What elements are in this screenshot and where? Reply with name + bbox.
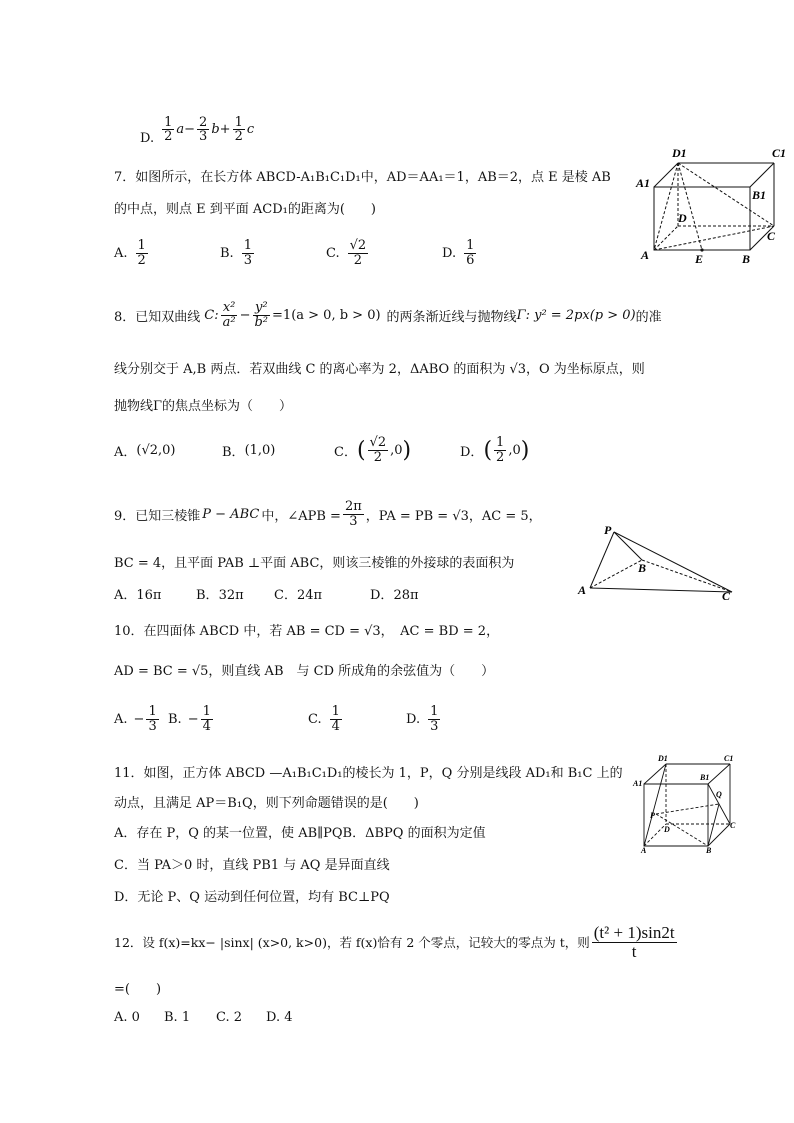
q10-b-sign: − bbox=[187, 711, 199, 727]
q10-c-frac bbox=[330, 705, 342, 733]
q9-label-c: C bbox=[722, 589, 731, 602]
q6-frac-2-num: 2 bbox=[199, 114, 208, 130]
q8-option-b-value: (1,0) bbox=[244, 442, 276, 458]
q12-option-b bbox=[164, 1010, 190, 1025]
q7-front-face bbox=[654, 187, 750, 250]
q7-option-a-frac bbox=[136, 239, 148, 267]
q8-option-a-label: A． bbox=[114, 444, 137, 460]
q7-option-b-label: B. bbox=[220, 245, 234, 261]
q10-c-den: 4 bbox=[331, 718, 340, 734]
q12-d-label: D. bbox=[266, 1010, 281, 1025]
q9-c-value: 24π bbox=[296, 588, 323, 603]
q9-option-c bbox=[274, 584, 322, 603]
q8-c-num: √2 bbox=[369, 434, 387, 450]
q9-option-b bbox=[196, 584, 244, 603]
q9-b-value: 32π bbox=[218, 588, 244, 603]
q7-label-b1: B1 bbox=[752, 188, 767, 202]
q9-option-d bbox=[370, 584, 419, 603]
q9-prefix: 9．已知三棱锥 bbox=[114, 508, 201, 524]
q9-c-label: C． bbox=[274, 588, 297, 603]
q7-option-d-label: D. bbox=[442, 245, 457, 261]
q7-option-b-frac bbox=[242, 239, 254, 267]
q11-label-d: D bbox=[664, 825, 670, 834]
q6-option-d-expression bbox=[160, 116, 254, 144]
q7-line-1: 7．如图所示，在长方体 ABCD-A₁B₁C₁D₁中，AD＝AA₁＝1，AB＝2，点 E 是棱 AB bbox=[114, 170, 611, 185]
q6-op-1: − bbox=[184, 122, 196, 138]
q9-angle-num: 2π bbox=[344, 498, 362, 514]
q11-option-c: C．当 PA＞0 时，直线 PB1 与 AQ 是异面直线 bbox=[114, 858, 390, 873]
q6-frac-1-den: 2 bbox=[164, 129, 173, 145]
q7-cuboid-figure bbox=[632, 145, 792, 267]
q8-option-b-label: B． bbox=[222, 444, 245, 460]
q8-hyper-frac-2 bbox=[252, 301, 270, 329]
q7-a-num: 1 bbox=[137, 237, 146, 253]
q8-prefix: 8．已知双曲线 bbox=[114, 309, 201, 325]
q7-label-e: E bbox=[695, 252, 704, 266]
q9-pyramid-figure bbox=[574, 522, 744, 602]
q6-frac-3-den: 2 bbox=[234, 129, 243, 145]
q6-option-d-label: D. bbox=[140, 131, 155, 146]
q8-suffix: 的准 bbox=[635, 309, 662, 325]
q7-label-d: D bbox=[678, 211, 687, 225]
q7-label-a: A bbox=[641, 248, 650, 262]
q8-option-c-label: C． bbox=[334, 444, 357, 460]
q8-option-d-frac bbox=[494, 436, 506, 464]
q12-b-label: B. bbox=[164, 1010, 178, 1025]
q8-option-c-frac bbox=[368, 436, 389, 464]
q12-fraction bbox=[592, 924, 677, 961]
q9-option-a bbox=[114, 584, 161, 603]
q11-label-b1: B1 bbox=[700, 773, 710, 782]
q6-var-b: b bbox=[211, 122, 220, 138]
q11-label-q: Q bbox=[716, 790, 722, 799]
q12-stem: 12．设 f(x)=kx− |sinx| (x>0, k>0)，若 f(x)恰有 2 个零点，记较大的零点为 t，则 bbox=[114, 935, 590, 950]
q11-label-p: P bbox=[650, 811, 655, 820]
q10-d-den: 3 bbox=[430, 718, 439, 734]
q8-d-tail: ,0 bbox=[508, 442, 521, 458]
q12-c-label: C. bbox=[216, 1010, 230, 1025]
q7-b-den: 3 bbox=[243, 252, 252, 268]
q7-option-d bbox=[442, 232, 478, 274]
q6-frac-3-num: 1 bbox=[234, 114, 243, 130]
q10-c-label: C. bbox=[308, 711, 322, 727]
q8-option-c: C． ( $\frac{√2}{2}$ ,0 ) bbox=[334, 434, 412, 465]
q10-d-num: 1 bbox=[430, 703, 439, 719]
q7-option-a bbox=[114, 232, 150, 274]
q8-hyper-n2: y² bbox=[254, 299, 268, 315]
q12-a-value: 0 bbox=[131, 1010, 140, 1025]
q8-d-num: 1 bbox=[496, 434, 505, 450]
q10-line-2: AD = BC = √5，则直线 AB 与 CD 所成角的余弦值为（ ） bbox=[114, 664, 495, 679]
q10-b-frac bbox=[201, 705, 213, 733]
q10-a-label: A. bbox=[114, 711, 128, 727]
q7-c-num: √2 bbox=[349, 237, 367, 253]
q10-b-num: 1 bbox=[202, 703, 211, 719]
q8-hyper-d2: b² bbox=[254, 314, 269, 330]
q7-option-c-frac bbox=[348, 239, 369, 267]
q8-hyper-n1: x² bbox=[222, 299, 236, 315]
q8-condition: =1(a > 0, b > 0) bbox=[272, 307, 381, 323]
q12-option-d bbox=[266, 1010, 293, 1025]
q7-label-c: C bbox=[767, 229, 776, 243]
q8-option-a bbox=[114, 428, 176, 472]
q10-options bbox=[114, 698, 474, 740]
q7-option-c-label: C. bbox=[326, 245, 340, 261]
q6-frac-3 bbox=[233, 116, 245, 144]
q10-a-num: 1 bbox=[148, 703, 157, 719]
q11-label-b: B bbox=[706, 846, 712, 854]
q6-option-d bbox=[140, 104, 254, 148]
q8-d-den: 2 bbox=[496, 449, 505, 465]
q8-mid-text: 的两条渐近线与抛物线 bbox=[386, 309, 517, 325]
q7-label-a1: A1 bbox=[636, 176, 651, 190]
q7-d-den: 6 bbox=[466, 252, 475, 268]
q10-option-d bbox=[406, 698, 442, 740]
q6-var-a: a bbox=[176, 122, 185, 138]
q10-line-1: 10．在四面体 ABCD 中，若 AB = CD = √3， AC = BD = 2， bbox=[114, 624, 500, 639]
q10-c-num: 1 bbox=[331, 703, 340, 719]
q10-d-frac bbox=[428, 705, 440, 733]
q8-c-tail: ,0 bbox=[390, 442, 403, 458]
q10-option-b bbox=[168, 698, 215, 740]
q7-d-num: 1 bbox=[466, 237, 475, 253]
q9-a-label: A． bbox=[114, 588, 137, 603]
q10-option-c bbox=[308, 698, 344, 740]
q12-d-value: 4 bbox=[284, 1010, 293, 1025]
q12-b-value: 1 bbox=[181, 1010, 191, 1025]
q8-line-1: 8．已知双曲线 C: $\frac{\text{x²}}{\text{a²}}$ − $\frac{\text{y²}}{\text{b²}}$ =1(a > 0, b > 0) 的两条渐近线与抛物线 Γ: y² = 2px(p > 0) 的准 bbox=[114, 299, 662, 330]
q7-label-b: B bbox=[742, 252, 751, 266]
q7-line-2: 的中点，则点 E 到平面 ACD₁的距离为( ) bbox=[114, 202, 376, 217]
q8-curve-name: C: bbox=[204, 307, 219, 323]
q11-label-a1: A1 bbox=[633, 779, 643, 788]
q6-frac-1-num: 1 bbox=[164, 114, 173, 130]
q7-b-num: 1 bbox=[243, 237, 252, 253]
q9-pyramid: P − ABC bbox=[202, 506, 260, 522]
q9-angle-text: 中，∠APB = bbox=[261, 508, 341, 524]
q8-option-d-label: D． bbox=[460, 444, 484, 460]
q9-label-b: B bbox=[638, 561, 647, 575]
q11-label-a: A bbox=[641, 846, 647, 854]
q10-d-label: D. bbox=[406, 711, 421, 727]
q9-angle-frac bbox=[343, 500, 364, 528]
q8-option-b bbox=[222, 428, 275, 472]
q12-a-label: A. bbox=[114, 1010, 128, 1025]
q7-option-c bbox=[326, 232, 370, 274]
q7-option-b bbox=[220, 232, 256, 274]
q9-a-value: 16π bbox=[136, 588, 162, 603]
q11-line-1: 11．如图，正方体 ABCD —A₁B₁C₁D₁的棱长为 1，P，Q 分别是线段 AD₁和 B₁C 上的 bbox=[114, 766, 623, 781]
q8-hyper-d1: a² bbox=[222, 314, 236, 330]
q8-option-a-value: (√2,0) bbox=[136, 442, 176, 458]
q6-op-2: + bbox=[219, 122, 231, 138]
q9-label-p: P bbox=[604, 523, 612, 537]
q9-label-a: A bbox=[578, 583, 587, 597]
q12-option-c bbox=[216, 1010, 242, 1025]
q9-d-value: 28π bbox=[393, 588, 419, 603]
q7-options bbox=[114, 232, 494, 274]
q9-line-1 bbox=[114, 494, 542, 534]
q9-angle-den: 3 bbox=[349, 513, 358, 529]
q8-line-2: 线分别交于 A,B 两点．若双曲线 C 的离心率为 2，ΔABO 的面积为 √3，O 为坐标原点，则 bbox=[114, 362, 645, 377]
q8-c-den: 2 bbox=[373, 449, 382, 465]
q10-a-frac bbox=[146, 705, 158, 733]
q10-b-den: 4 bbox=[202, 718, 211, 734]
q8-option-d: D． ( $\frac{1}{2}$ ,0 ) bbox=[460, 434, 530, 465]
q10-a-sign: − bbox=[133, 711, 145, 727]
q7-option-d-frac bbox=[464, 239, 476, 267]
q7-option-a-label: A. bbox=[114, 245, 128, 261]
q9-lengths: ，PA = PB = √3，AC = 5， bbox=[365, 508, 542, 524]
q8-line-3: 抛物线Γ的焦点坐标为（ ） bbox=[114, 399, 293, 414]
q12-line-1 bbox=[114, 914, 679, 970]
q11-cube-figure bbox=[632, 752, 742, 854]
q7-label-d1: D1 bbox=[672, 146, 687, 160]
q11-option-a: A．存在 P，Q 的某一位置，使 AB∥PQB．ΔBPQ 的面积为定值 bbox=[114, 826, 486, 841]
q12-frac-den: t bbox=[631, 941, 637, 961]
q9-line-2: BC = 4，且平面 PAB ⊥平面 ABC，则该三棱锥的外接球的表面积为 bbox=[114, 556, 515, 571]
q12-options bbox=[114, 1010, 334, 1028]
q7-label-c1: C1 bbox=[772, 146, 787, 160]
q11-line-2: 动点，且满足 AP＝B₁Q，则下列命题错误的是( ) bbox=[114, 796, 419, 811]
q11-label-d1: D1 bbox=[658, 754, 668, 763]
q10-a-den: 3 bbox=[148, 718, 157, 734]
q9-b-label: B． bbox=[196, 588, 219, 603]
q11-label-c: C bbox=[730, 821, 736, 830]
q8-parabola: Γ: y² = 2px(p > 0) bbox=[516, 307, 636, 323]
q7-a-den: 2 bbox=[137, 252, 146, 268]
q10-option-a bbox=[114, 698, 161, 740]
q6-frac-2 bbox=[197, 116, 209, 144]
q6-frac-2-den: 3 bbox=[199, 129, 208, 145]
q12-frac-num: (t² + 1)sin2t bbox=[593, 922, 675, 942]
q8-hyper-frac-1 bbox=[221, 301, 238, 329]
q6-var-c: c bbox=[246, 122, 255, 138]
q9-options bbox=[114, 584, 454, 602]
q11-option-d: D．无论 P、Q 运动到任何位置，均有 BC⊥PQ bbox=[114, 890, 390, 905]
q12-c-value: 2 bbox=[233, 1010, 243, 1025]
q7-c-den: 2 bbox=[353, 252, 363, 268]
q11-label-c1: C1 bbox=[724, 754, 734, 763]
q9-d-label: D． bbox=[370, 588, 394, 603]
q10-b-label: B. bbox=[168, 711, 182, 727]
q8-options bbox=[114, 428, 554, 472]
q6-frac-1 bbox=[162, 116, 174, 144]
q12-line-2: =( ) bbox=[114, 982, 162, 997]
q12-option-a bbox=[114, 1010, 140, 1025]
